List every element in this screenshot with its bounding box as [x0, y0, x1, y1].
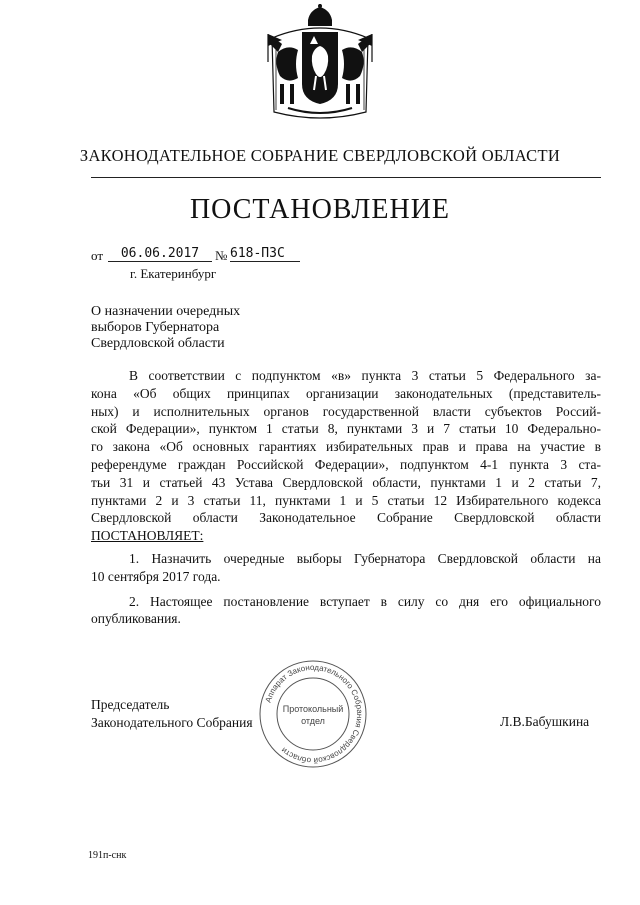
stamp-center-line: Протокольный — [282, 704, 344, 714]
document-type-title: ПОСТАНОВЛЕНИЕ — [189, 194, 451, 225]
preamble-line: ных) и исполнительных органов государственной власти субъектов Россий- — [91, 403, 601, 419]
preamble-line: ской Федерации», пунктом 1 статьи 8, пунктами 3 и 7 статьи 10 Федерально- — [91, 421, 601, 437]
signatory-name: Л.В.Бабушкина — [500, 714, 590, 729]
position-line: Законодательного Собрания — [91, 715, 253, 730]
city: г. Екатеринбург — [130, 266, 217, 281]
preamble-line: Свердловской области Законодательное Собрание Свердловской области — [91, 510, 601, 526]
footer-code: 191п-снк — [88, 850, 127, 861]
position-line: Председатель — [91, 697, 170, 712]
item-2-line: опубликования. — [91, 611, 181, 627]
item-1-line: 1. Назначить очередные выборы Губернатора Свердловской области на — [129, 550, 601, 566]
stamp-center-line: отдел — [301, 716, 325, 726]
preamble-line: тьи 31 и статьей 43 Устава Свердловской области, пунктами 1 и 2 статьи 7, — [91, 474, 601, 490]
preamble-line: В соответствии с подпунктом «в» пункта 3 статьи 5 Федерального за- — [129, 368, 601, 383]
number-prefix: № — [215, 248, 228, 263]
official-stamp — [258, 658, 368, 770]
organization-name: ЗАКОНОДАТЕЛЬНОЕ СОБРАНИЕ СВЕРДЛОВСКОЙ ОБЛАСТИ — [79, 146, 561, 165]
date-prefix: от — [91, 248, 104, 263]
preamble-line: пунктами 2 и 3 статьи 11, пунктами 1 и 5 статьи 12 Избирательного кодекса — [91, 492, 601, 508]
subject-line: выборов Губернатора — [91, 320, 220, 335]
preamble-line: кона «Об общих принципах организации законодательных (представитель- — [91, 385, 601, 401]
coat-of-arms-emblem — [258, 4, 382, 124]
signatory-position — [91, 696, 253, 732]
subject-line: Свердловской области — [91, 336, 225, 351]
preamble-line: референдуме граждан Российской Федерации», подпунктом 4-1 пункта 3 ста- — [91, 456, 601, 472]
resolves-keyword: ПОСТАНОВЛЯЕТ: — [91, 528, 204, 544]
header-divider — [91, 177, 601, 178]
item-2-line: 2. Настоящее постановление вступает в силу со дня его официального — [129, 593, 601, 609]
document-number: 618-ПЗС — [230, 246, 300, 262]
item-1-line: 10 сентября 2017 года. — [91, 568, 221, 584]
preamble-line: го закона «Об основных гарантиях избирательных прав и права на участие в — [91, 439, 601, 455]
document-body — [91, 367, 601, 628]
document-date: 06.06.2017 — [108, 246, 212, 262]
subject-line: О назначении очередных — [91, 304, 241, 319]
stamp-ring-text: Аппарат Законодательного Собрания Свердловской области — [263, 662, 365, 766]
document-subject — [91, 304, 240, 352]
